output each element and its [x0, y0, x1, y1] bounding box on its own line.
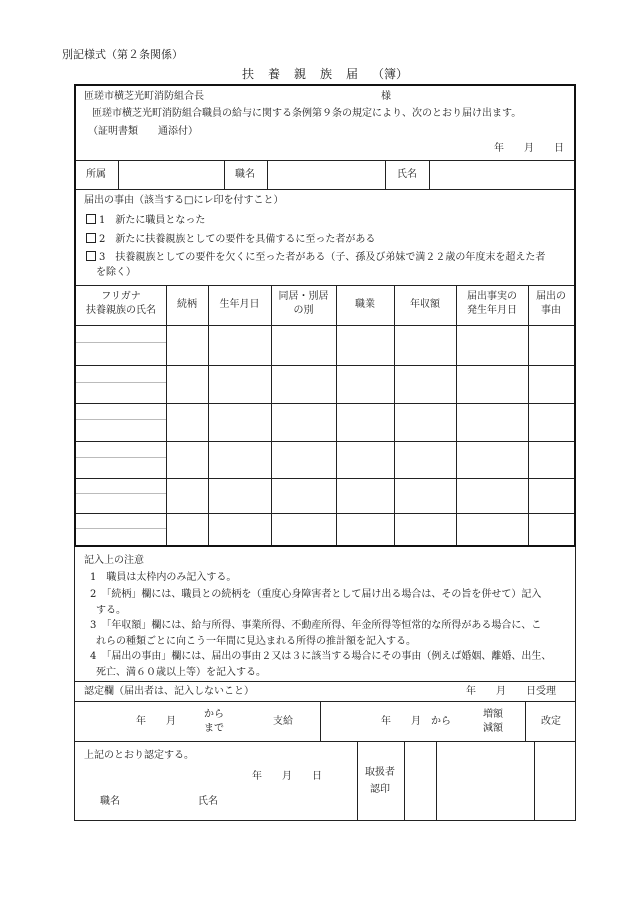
reason-header: 届出の事由（該当する□にレ印を付すこと） — [84, 195, 284, 206]
form-reference: 別記様式（第２条関係） — [62, 48, 183, 61]
note-2-cont: する。 — [96, 605, 126, 616]
header-annual-income: 年収額 — [410, 299, 440, 310]
note-2: 2 「続柄」欄には、職員との続柄を（重度心身障害者として届け出る場合は、その旨を併せて）記入 — [90, 589, 542, 600]
reason-3: 3 扶養親族としての要件を欠くに至った者がある（子、孫及び弟妹で満２２歳の年度末を超えた者 — [86, 251, 545, 263]
addressee: 匝瑳市横芝光町消防組合長 — [84, 91, 204, 102]
header-event-date-2: 発生年月日 — [467, 305, 517, 316]
form-title-note: （簿） — [372, 67, 409, 81]
dept-label: 所属 — [86, 169, 106, 180]
note-4-cont: 死亡、満６０歳以上等）を記入する。 — [96, 667, 266, 678]
post-field[interactable] — [268, 161, 384, 188]
note-1: 1 職員は太枠内のみ記入する。 — [90, 572, 237, 583]
reason-3-continued: を除く） — [96, 267, 136, 278]
post-label: 職名 — [235, 169, 255, 180]
checkbox-reason-3[interactable] — [86, 251, 96, 261]
notes-header: 記入上の注意 — [84, 555, 144, 566]
increase-label: 増額 — [483, 709, 503, 720]
header-furigana: フリガナ — [101, 291, 141, 302]
name-label: 氏名 — [397, 169, 417, 180]
header-reason-1: 届出の — [536, 291, 566, 302]
revise-year-month-from: 年 月 から — [381, 716, 451, 727]
submission-date: 年 月 日 — [494, 143, 564, 154]
note-3-cont: れらの種類ごとに向こう一年間に見込まれる所得の推計額を記入する。 — [96, 636, 416, 647]
reason-1: 1 新たに職員となった — [86, 214, 205, 226]
decrease-label: 減額 — [483, 723, 503, 734]
note-3: 3 「年収額」欄には、給与所得、事業所得、不動産所得、年金所得等恒常的な所得がある場合に、こ — [90, 620, 542, 631]
pay-until: まで — [204, 723, 224, 734]
reason-2: 2 新たに扶養親族としての要件を具備するに至った者がある — [86, 233, 375, 245]
cert-received-date: 年 月 日受理 — [466, 686, 556, 697]
header-reason-2: 事由 — [541, 305, 561, 316]
addressee-honorific: 様 — [381, 91, 391, 102]
header-dependent-name: 扶養親族の氏名 — [86, 305, 156, 316]
cert-header: 認定欄（届出者は、記入しないこと） — [84, 686, 254, 697]
form-title: 扶 養 親 族 届 — [242, 67, 360, 81]
header-relation: 続柄 — [177, 299, 197, 310]
checkbox-reason-1[interactable] — [86, 214, 96, 224]
revision-label: 改定 — [541, 716, 561, 727]
handler-label: 取扱者 — [365, 767, 395, 778]
cert-name: 氏名 — [198, 796, 218, 807]
header-living-2: の別 — [293, 305, 314, 316]
header-event-date-1: 届出事実の — [467, 291, 517, 302]
header-occupation: 職業 — [355, 299, 375, 310]
pay-from: から — [204, 709, 224, 720]
header-birthdate: 生年月日 — [219, 299, 260, 310]
cert-post: 職名 — [100, 796, 120, 807]
checkbox-reason-2[interactable] — [86, 233, 96, 243]
header-living-1: 同居・別居 — [278, 291, 329, 302]
dept-field[interactable] — [119, 161, 223, 188]
pay-payment: 支給 — [273, 716, 293, 727]
cert-date: 年 月 日 — [252, 771, 322, 782]
pay-year-month: 年 月 — [136, 716, 176, 727]
intro-text: 匝瑳市横芝光町消防組合職員の給与に関する条例第９条の規定により、次のとおり届け出ます。 — [92, 108, 522, 119]
handler-seal-label: 認印 — [370, 784, 390, 795]
note-4: 4 「届出の事由」欄には、届出の事由２又は３に該当する場合にその事由（例えば婚姻、離婚、出生、 — [90, 651, 552, 662]
name-field[interactable] — [430, 161, 573, 188]
proof-documents: （証明書類 通添付） — [88, 126, 198, 137]
cert-approve-text: 上記のとおり認定する。 — [84, 750, 194, 761]
